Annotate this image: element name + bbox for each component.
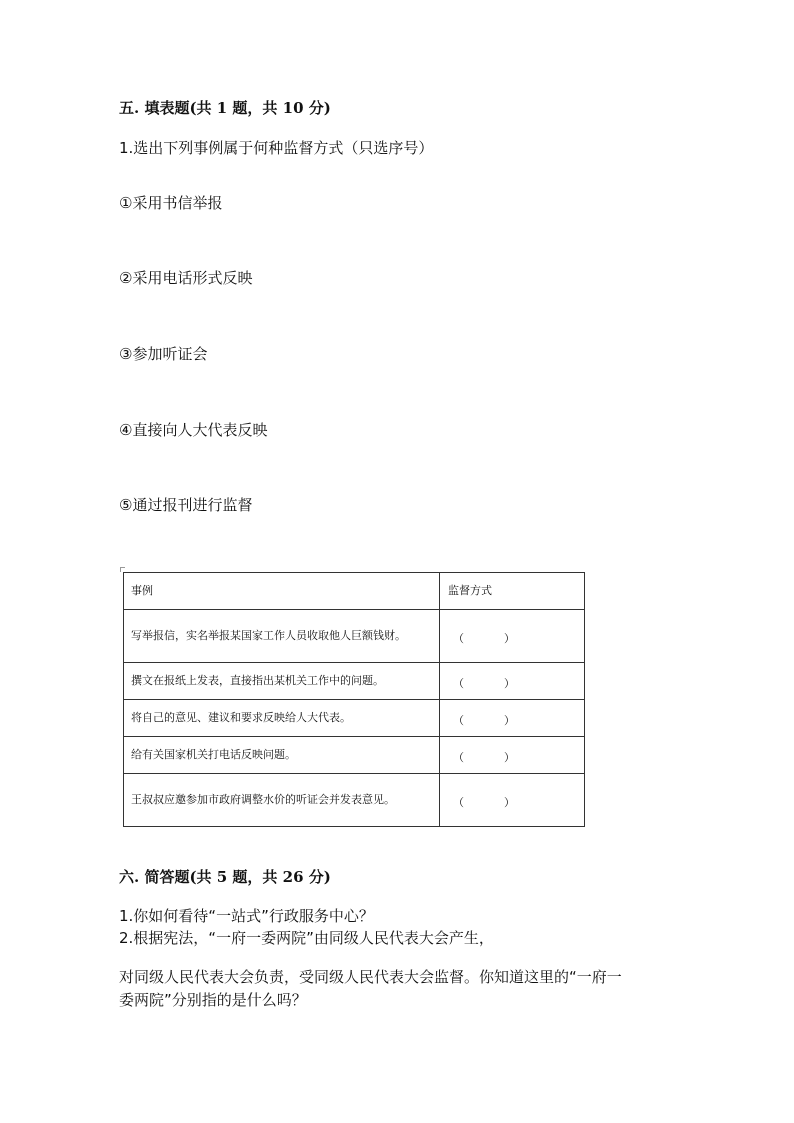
option-2: ②采用电话形式反映 — [119, 269, 253, 287]
option-4: ④直接向人大代表反映 — [119, 421, 268, 439]
case-cell: 写举报信，实名举报某国家工作人员收取他人巨额钱财。 — [124, 610, 440, 663]
supervision-table — [123, 572, 585, 827]
right-paren: ） — [504, 677, 515, 690]
question-text: 1.选出下列事例属于何种监督方式（只选序号） — [119, 139, 434, 157]
section5-heading: 五. 填表题(共 1 题，共 10 分) — [119, 99, 331, 117]
answer-cell[interactable] — [440, 663, 585, 700]
short-answer-q2-line3: 委两院”分别指的是什么吗？ — [119, 991, 307, 1009]
left-paren: （ — [453, 632, 464, 645]
answer-cell[interactable] — [440, 610, 585, 663]
case-cell: 王叔叔应邀参加市政府调整水价的听证会并发表意见。 — [124, 774, 440, 827]
right-paren: ） — [504, 714, 515, 727]
table-row — [124, 737, 585, 774]
short-answer-q2-line2: 对同级人民代表大会负责，受同级人民代表大会监督。你知道这里的“一府一 — [119, 968, 622, 986]
answer-cell[interactable] — [440, 737, 585, 774]
table-row — [124, 774, 585, 827]
left-paren: （ — [453, 796, 464, 809]
section6-heading: 六. 简答题(共 5 题，共 26 分) — [119, 868, 331, 886]
left-paren: （ — [453, 751, 464, 764]
option-3: ③参加听证会 — [119, 345, 208, 363]
left-paren: （ — [453, 677, 464, 690]
case-cell: 给有关国家机关打电话反映问题。 — [124, 737, 440, 774]
table-header-row — [124, 573, 585, 610]
header-method: 监督方式 — [440, 573, 585, 610]
option-5: ⑤通过报刊进行监督 — [119, 496, 253, 514]
answer-cell[interactable] — [440, 700, 585, 737]
right-paren: ） — [504, 751, 515, 764]
answer-cell[interactable] — [440, 774, 585, 827]
right-paren: ） — [504, 796, 515, 809]
header-case: 事例 — [124, 573, 440, 610]
table-row — [124, 663, 585, 700]
table-row — [124, 700, 585, 737]
right-paren: ） — [504, 632, 515, 645]
case-cell: 将自己的意见、建议和要求反映给人大代表。 — [124, 700, 440, 737]
option-1: ①采用书信举报 — [119, 194, 223, 212]
left-paren: （ — [453, 714, 464, 727]
case-cell: 撰文在报纸上发表，直接指出某机关工作中的问题。 — [124, 663, 440, 700]
short-answer-q1: 1.你如何看待“一站式”行政服务中心？ — [119, 907, 374, 925]
table-row — [124, 610, 585, 663]
short-answer-q2: 2.根据宪法，“一府一委两院”由同级人民代表大会产生， — [119, 929, 494, 947]
